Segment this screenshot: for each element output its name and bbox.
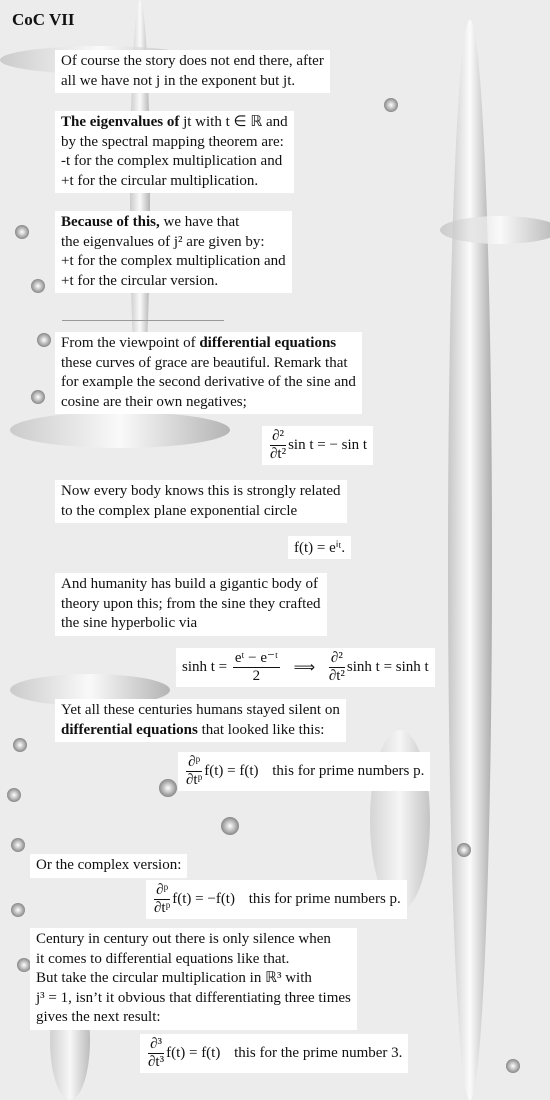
equation-prime-three — [140, 1034, 408, 1073]
fraction-denominator: ∂tᵖ — [186, 772, 203, 788]
equation-note: this for the prime number 3. — [234, 1045, 403, 1061]
text-line: all we have not j in the exponent but jt. — [61, 72, 296, 89]
text-line: gives the next result: — [36, 1009, 161, 1025]
equation-text: f(t) = −f(t) — [172, 891, 235, 907]
text-line: these curves of grace are beautiful. Remark that — [61, 354, 348, 371]
paragraph-intro — [55, 50, 330, 93]
equation-prime-p — [178, 752, 430, 791]
text-line: Century in century out there is only silence when — [36, 931, 331, 947]
fraction-numerator: eᵗ − e⁻ᵗ — [234, 650, 278, 666]
fraction-numerator: ∂² — [329, 650, 345, 668]
paragraph-eigenvalues — [55, 111, 294, 193]
fraction-denominator: ∂t³ — [148, 1054, 165, 1070]
text-line: to the complex plane exponential circle — [61, 502, 298, 519]
equation-text: sinh t = sinh t — [346, 659, 429, 675]
equation-text: f(t) = f(t) — [166, 1045, 221, 1061]
equation-text: f(t) = f(t) — [204, 763, 259, 779]
text-line: Yet all these centuries humans stayed silent on — [61, 702, 340, 718]
text-span: jt with t ∈ ℝ and — [179, 114, 288, 130]
equation-text: sin t = − sin t — [288, 437, 368, 453]
horizontal-rule — [62, 320, 224, 321]
paragraph-because — [55, 211, 292, 293]
text-line: the eigenvalues of j² are given by: — [61, 233, 265, 250]
bold-phrase: The eigenvalues of — [61, 114, 180, 130]
equation-exponential — [288, 536, 351, 559]
fraction-denominator: ∂t² — [270, 446, 287, 462]
text-line: the sine hyperbolic via — [61, 615, 198, 631]
equation-complex-prime — [146, 880, 407, 919]
paragraph-humanity — [55, 573, 327, 636]
paragraph-exponential — [55, 480, 347, 523]
text-line: Of course the story does not end there, after — [61, 53, 324, 69]
equation-sinh — [176, 648, 435, 687]
fraction-numerator: ∂ᵖ — [186, 754, 202, 772]
fraction-denominator: 2 — [252, 668, 261, 684]
text-span: that looked like this: — [197, 721, 325, 738]
text-line: And humanity has build a gigantic body of — [61, 576, 319, 592]
fraction-denominator: ∂tᵖ — [154, 900, 171, 916]
paragraph-silent — [55, 699, 346, 742]
text-line: +t for the circular multiplication. — [61, 172, 259, 189]
equation-note: this for prime numbers p. — [248, 891, 401, 907]
fraction-numerator: ∂³ — [148, 1036, 164, 1054]
equation-note: this for prime numbers p. — [272, 763, 425, 779]
bold-phrase: differential equations — [199, 335, 337, 351]
bold-phrase: differential equations — [61, 721, 198, 738]
fraction-numerator: ∂² — [270, 428, 286, 446]
paragraph-century — [30, 928, 357, 1030]
bold-phrase: Because of this, — [61, 214, 160, 230]
equation-text: f(t) = eⁱᵗ. — [294, 540, 346, 556]
text-line: +t for the circular version. — [61, 272, 219, 289]
text-line: But take the circular multiplication in ℝ³ with — [36, 970, 312, 986]
paragraph-differential — [55, 332, 362, 414]
text-line: theory upon this; from the sine they crafted — [61, 595, 321, 612]
equation-sine-derivative — [262, 426, 373, 465]
text-line: +t for the complex multiplication and — [61, 253, 286, 269]
text-line: Or the complex version: — [36, 857, 182, 873]
text-line: cosine are their own negatives; — [61, 393, 247, 410]
text-line: by the spectral mapping theorem are: — [61, 133, 284, 150]
text-line: for example the second derivative of the sine and — [61, 374, 356, 390]
equation-text: sinh t = — [182, 659, 228, 675]
text-line: -t for the complex multiplication and — [61, 153, 283, 169]
paragraph-complex-version — [30, 854, 187, 878]
page-title: CoC VII — [12, 10, 75, 29]
text-line: Now every body knows this is strongly related — [61, 483, 341, 499]
text-line: j³ = 1, isn’t it obvious that differentiating three times — [36, 989, 351, 1006]
fraction-denominator: ∂t² — [328, 668, 345, 684]
text-line: it comes to differential equations like that. — [36, 950, 290, 967]
fraction-numerator: ∂ᵖ — [154, 882, 170, 900]
implies-symbol: ⟹ — [293, 660, 316, 676]
text-span: From the viewpoint of — [61, 335, 200, 351]
text-span: we have that — [159, 214, 240, 230]
